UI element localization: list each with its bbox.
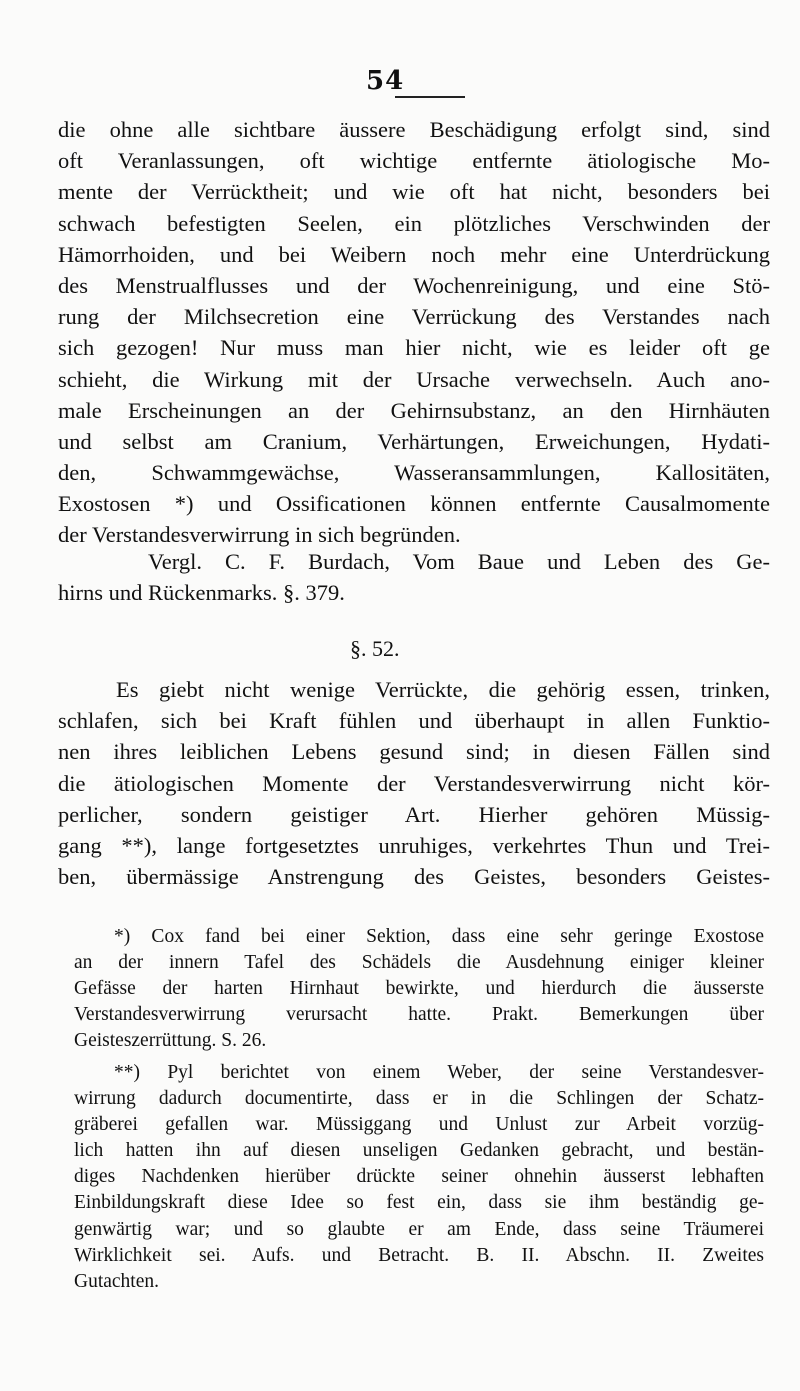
footnote-line: Geisteszerrüttung. S. 26. [74, 1030, 267, 1052]
footnote-line: wirrung dadurch documentirte, dass er in die Schlingen der Schatz- [74, 1088, 764, 1110]
text-line: ben, übermässige Anstrengung des Geistes, besonders Geistes- [58, 864, 770, 890]
text-line: rung der Milchsecretion eine Verrückung des Verstandes nach [58, 304, 770, 330]
text-line: die ohne alle sichtbare äussere Beschädigung erfolgt sind, sind [58, 117, 770, 142]
text-line: Es giebt nicht wenige Verrückte, die gehörig essen, trinken, [116, 677, 770, 702]
text-line: Hämorrhoiden, und bei Weibern noch mehr eine Unterdrückung [58, 241, 770, 267]
text-line: mente der Verrücktheit; und wie oft hat nicht, besonders bei [58, 179, 770, 205]
footnote-line: Verstandesverwirrung verursacht hatte. Prakt. Bemerkungen über [74, 1004, 764, 1026]
page-number: 54 [366, 66, 405, 96]
footnote-line: diges Nachdenken hierüber drückte seiner ohnehin äusserst lebhaften [74, 1166, 764, 1188]
reference-note [58, 546, 770, 608]
text-line: gang **), lange fortgesetztes unruhiges, verkehrtes Thun und Trei- [58, 832, 770, 858]
text-line: und selbst am Cranium, Verhärtungen, Erweichungen, Hydati- [58, 428, 770, 454]
text-line: hirns und Rückenmarks. §. 379. [58, 580, 345, 606]
header-rule [395, 96, 465, 98]
text-line: den, Schwammgewächse, Wasseransammlungen, Kallositäten, [58, 460, 770, 486]
text-line: schlafen, sich bei Kraft fühlen und überhaupt in allen Funktio- [58, 708, 770, 734]
paragraph-2 [58, 674, 770, 892]
text-line: male Erscheinungen an der Gehirnsubstanz, an den Hirnhäuten [58, 397, 770, 423]
text-line: des Menstrualflusses und der Wochenreinigung, und eine Stö- [58, 272, 770, 298]
footnote-line: genwärtig war; und so glaubte er am Ende, dass seine Träumerei [74, 1218, 764, 1240]
text-line: perlicher, sondern geistiger Art. Hierher gehören Müssig- [58, 801, 770, 827]
text-line: sich gezogen! Nur muss man hier nicht, wie es leider oft ge [58, 335, 770, 361]
text-line: oft Veranlassungen, oft wichtige entfernte ätiologische Mo- [58, 148, 770, 174]
text-line: schwach befestigten Seelen, ein plötzliches Verschwinden der [58, 210, 770, 236]
footnote-line: Gefässe der harten Hirnhaut bewirkte, und hierdurch die äusserste [74, 978, 764, 1000]
section-heading: §. 52. [350, 636, 400, 661]
footnote-1 [74, 924, 764, 1054]
text-line: der Verstandesverwirrung in sich begründen. [58, 522, 461, 548]
text-line: die ätiologischen Momente der Verstandesverwirrung nicht kör- [58, 770, 770, 796]
footnote-line: **) Pyl berichtet von einem Weber, der seine Verstandesver- [114, 1062, 764, 1083]
footnote-line: lich hatten ihn auf diesen unseligen Gedanken gebracht, und bestän- [74, 1140, 764, 1162]
text-line: Vergl. C. F. Burdach, Vom Baue und Leben des Ge- [148, 549, 770, 574]
text-line: nen ihres leiblichen Lebens gesund sind; in diesen Fällen sind [58, 739, 770, 765]
footnote-line: *) Cox fand bei einer Sektion, dass eine sehr geringe Exostose [114, 926, 764, 947]
paragraph-1 [58, 114, 770, 551]
footnote-line: gräberei gefallen war. Müssiggang und Unlust zur Arbeit vorzüg- [74, 1114, 764, 1136]
footnote-2 [74, 1060, 764, 1295]
text-line: schieht, die Wirkung mit der Ursache verwechseln. Auch ano- [58, 366, 770, 392]
text-line: Exostosen *) und Ossificationen können entfernte Causalmomente [58, 491, 770, 517]
footnote-line: Gutachten. [74, 1270, 160, 1292]
footnote-line: an der innern Tafel des Schädels die Ausdehnung einiger kleiner [74, 952, 764, 974]
footnote-line: Einbildungskraft diese Idee so fest ein, dass sie ihm beständig ge- [74, 1192, 764, 1214]
footnote-line: Wirklichkeit sei. Aufs. und Betracht. B. II. Abschn. II. Zweites [74, 1244, 764, 1266]
